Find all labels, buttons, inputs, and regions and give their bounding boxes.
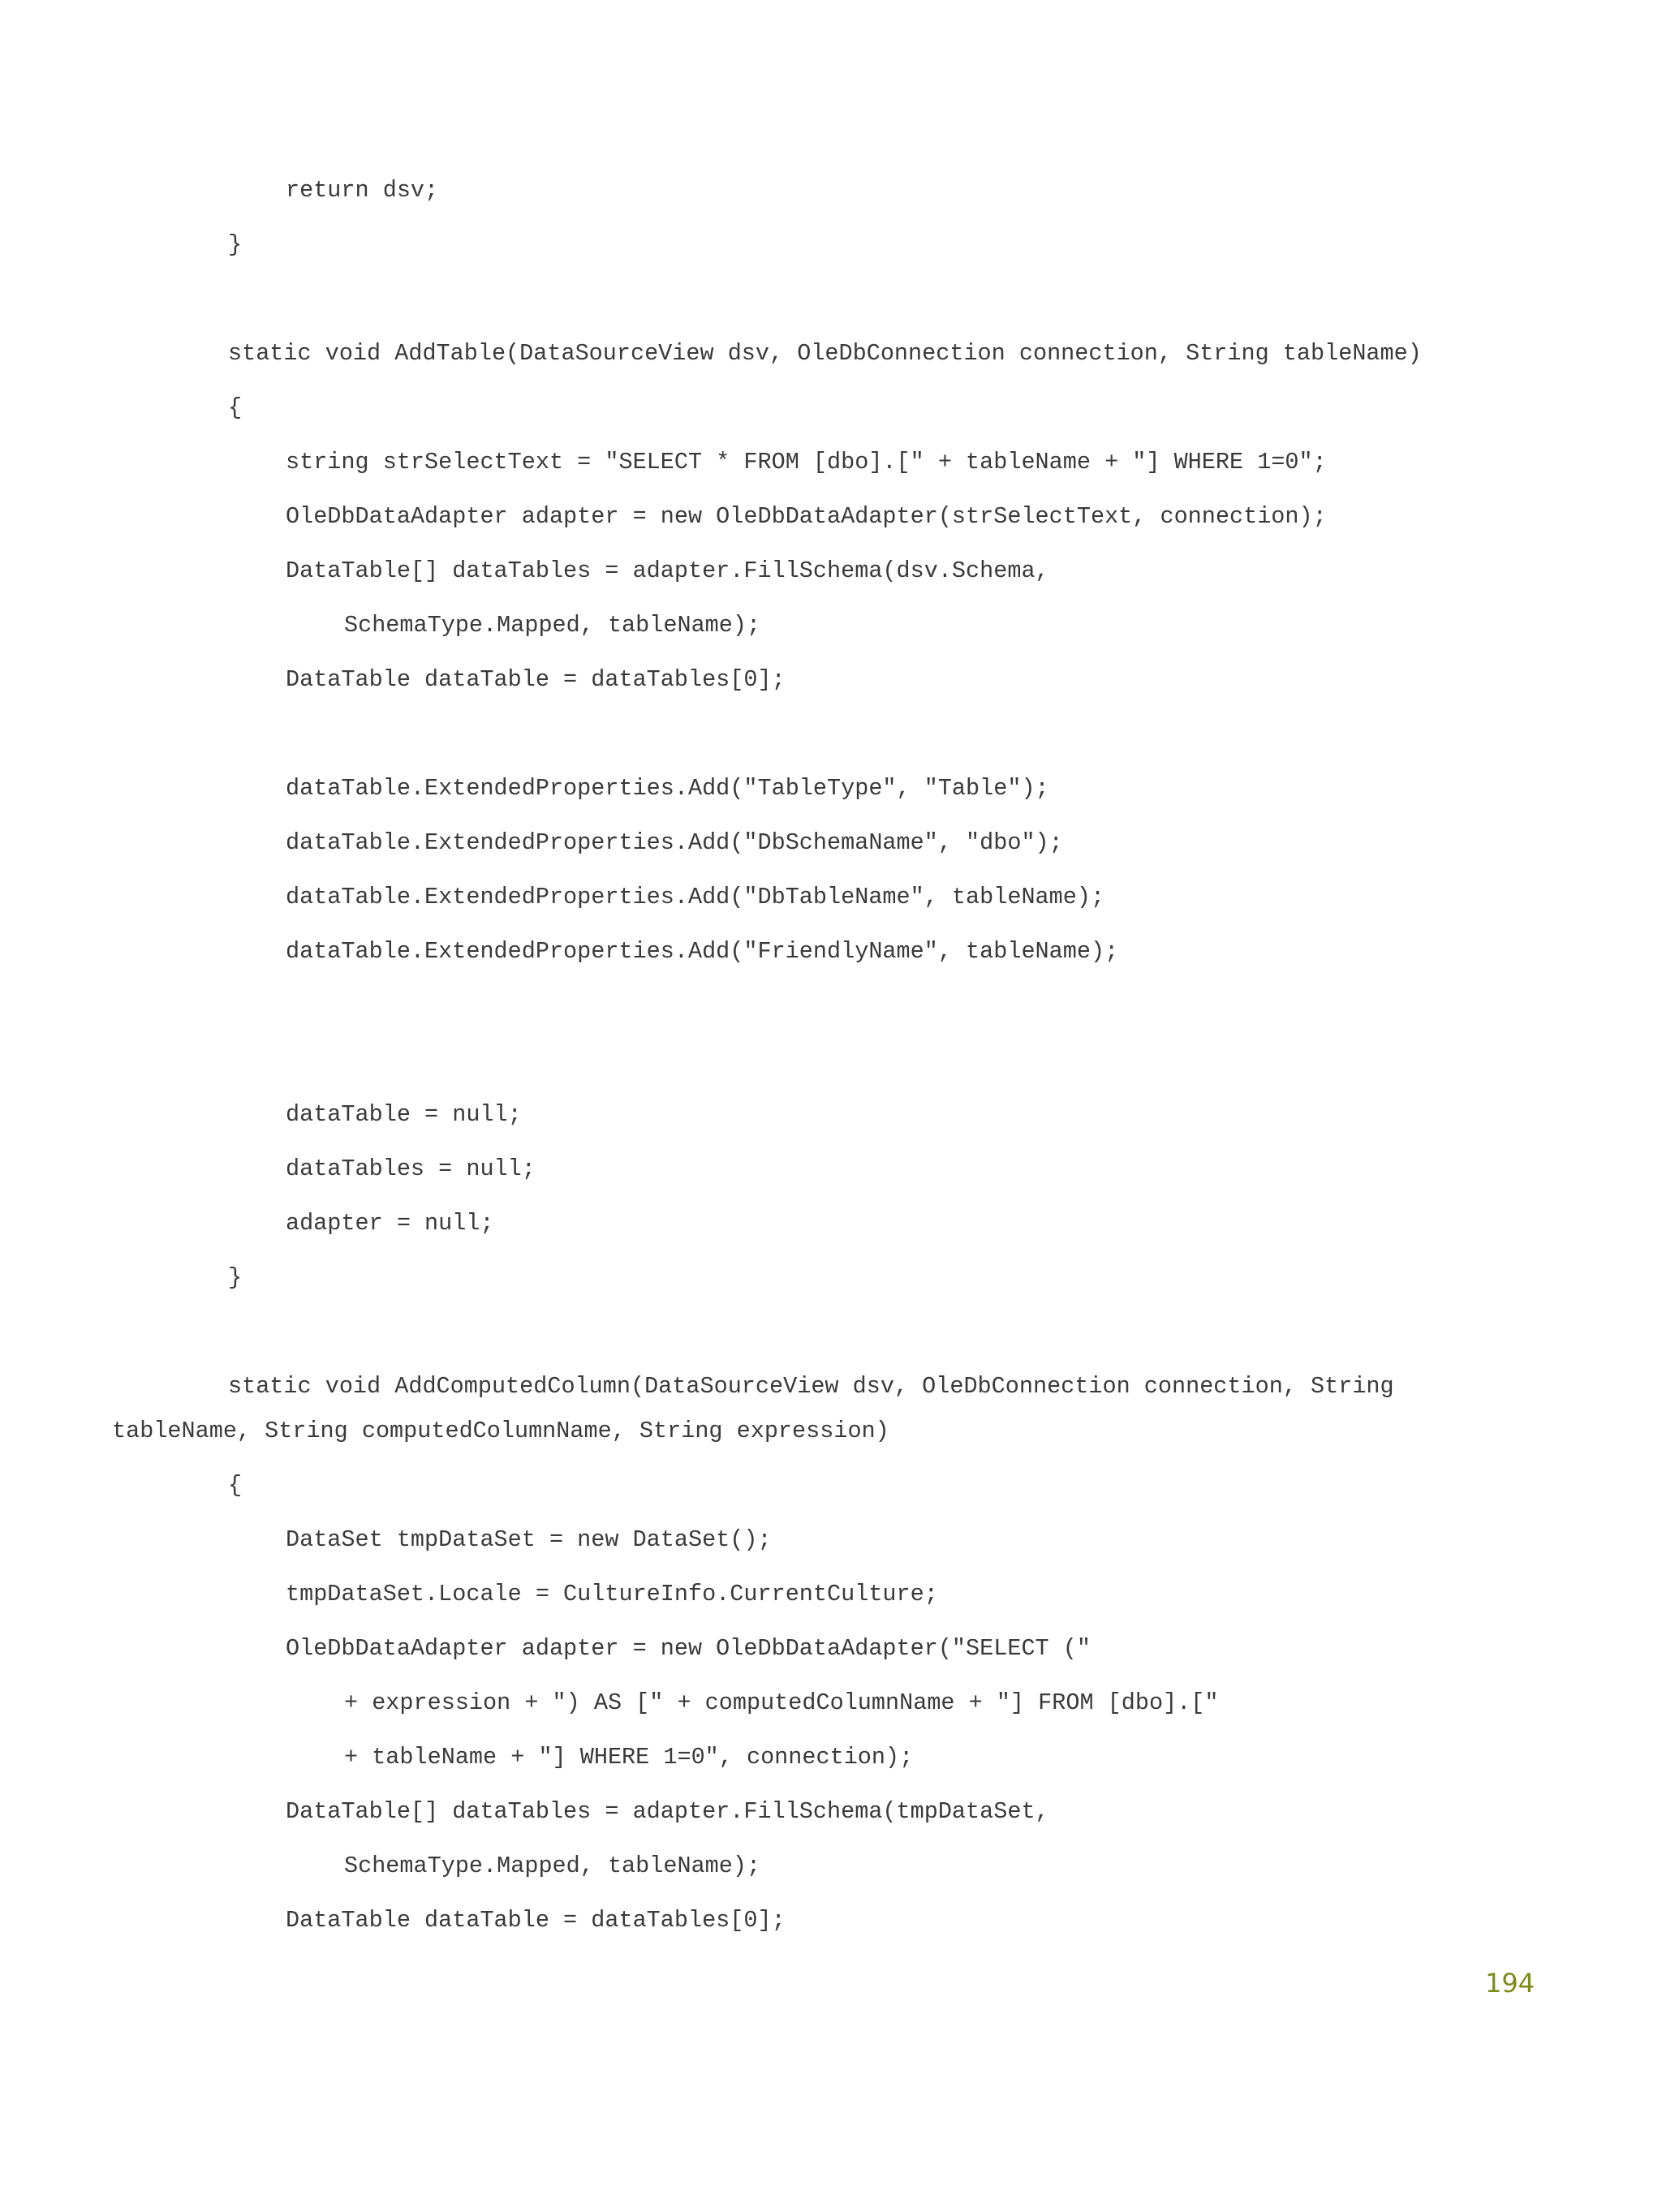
code-line: DataTable[] dataTables = adapter.FillSchema(dsv.Schema, xyxy=(286,557,1049,584)
code-line: { xyxy=(228,1472,243,1499)
code-line: dataTable.ExtendedProperties.Add("DbTableName", tableName); xyxy=(286,884,1105,910)
code-line: tmpDataSet.Locale = CultureInfo.CurrentCulture; xyxy=(286,1581,938,1607)
code-line: } xyxy=(228,231,243,258)
code-line: + tableName + "] WHERE 1=0", connection); xyxy=(344,1744,914,1771)
code-line: OleDbDataAdapter adapter = new OleDbDataAdapter("SELECT (" xyxy=(286,1635,1091,1662)
code-line: static void AddComputedColumn(DataSourceView dsv, OleDbConnection connection, String xyxy=(228,1373,1394,1400)
code-line: SchemaType.Mapped, tableName); xyxy=(344,612,761,639)
code-line: dataTable = null; xyxy=(286,1101,522,1128)
code-line: return dsv; xyxy=(286,177,439,204)
code-line: adapter = null; xyxy=(286,1210,494,1237)
code-line: DataTable[] dataTables = adapter.FillSchema(tmpDataSet, xyxy=(286,1798,1049,1825)
code-line: DataTable dataTable = dataTables[0]; xyxy=(286,1907,786,1934)
code-line: string strSelectText = "SELECT * FROM [dbo].[" + tableName + "] WHERE 1=0"; xyxy=(286,449,1327,476)
code-line: DataTable dataTable = dataTables[0]; xyxy=(286,666,786,693)
code-line: dataTable.ExtendedProperties.Add("DbSchemaName", "dbo"); xyxy=(286,829,1063,856)
code-line: static void AddTable(DataSourceView dsv, OleDbConnection connection, String tableName) xyxy=(228,340,1422,367)
code-line: { xyxy=(228,394,243,421)
code-line: SchemaType.Mapped, tableName); xyxy=(344,1853,761,1879)
page-number: 194 xyxy=(1485,1968,1535,1999)
code-line: + expression + ") AS [" + computedColumnName + "] FROM [dbo].[" xyxy=(344,1689,1219,1716)
code-line: dataTable.ExtendedProperties.Add("TableType", "Table"); xyxy=(286,775,1049,802)
code-line: dataTables = null; xyxy=(286,1155,536,1182)
code-line: OleDbDataAdapter adapter = new OleDbDataAdapter(strSelectText, connection); xyxy=(286,503,1327,530)
code-line: dataTable.ExtendedProperties.Add("FriendlyName", tableName); xyxy=(286,938,1119,965)
code-line: } xyxy=(228,1264,243,1291)
code-line: DataSet tmpDataSet = new DataSet(); xyxy=(286,1526,772,1553)
code-line: tableName, String computedColumnName, String expression) xyxy=(112,1418,889,1444)
